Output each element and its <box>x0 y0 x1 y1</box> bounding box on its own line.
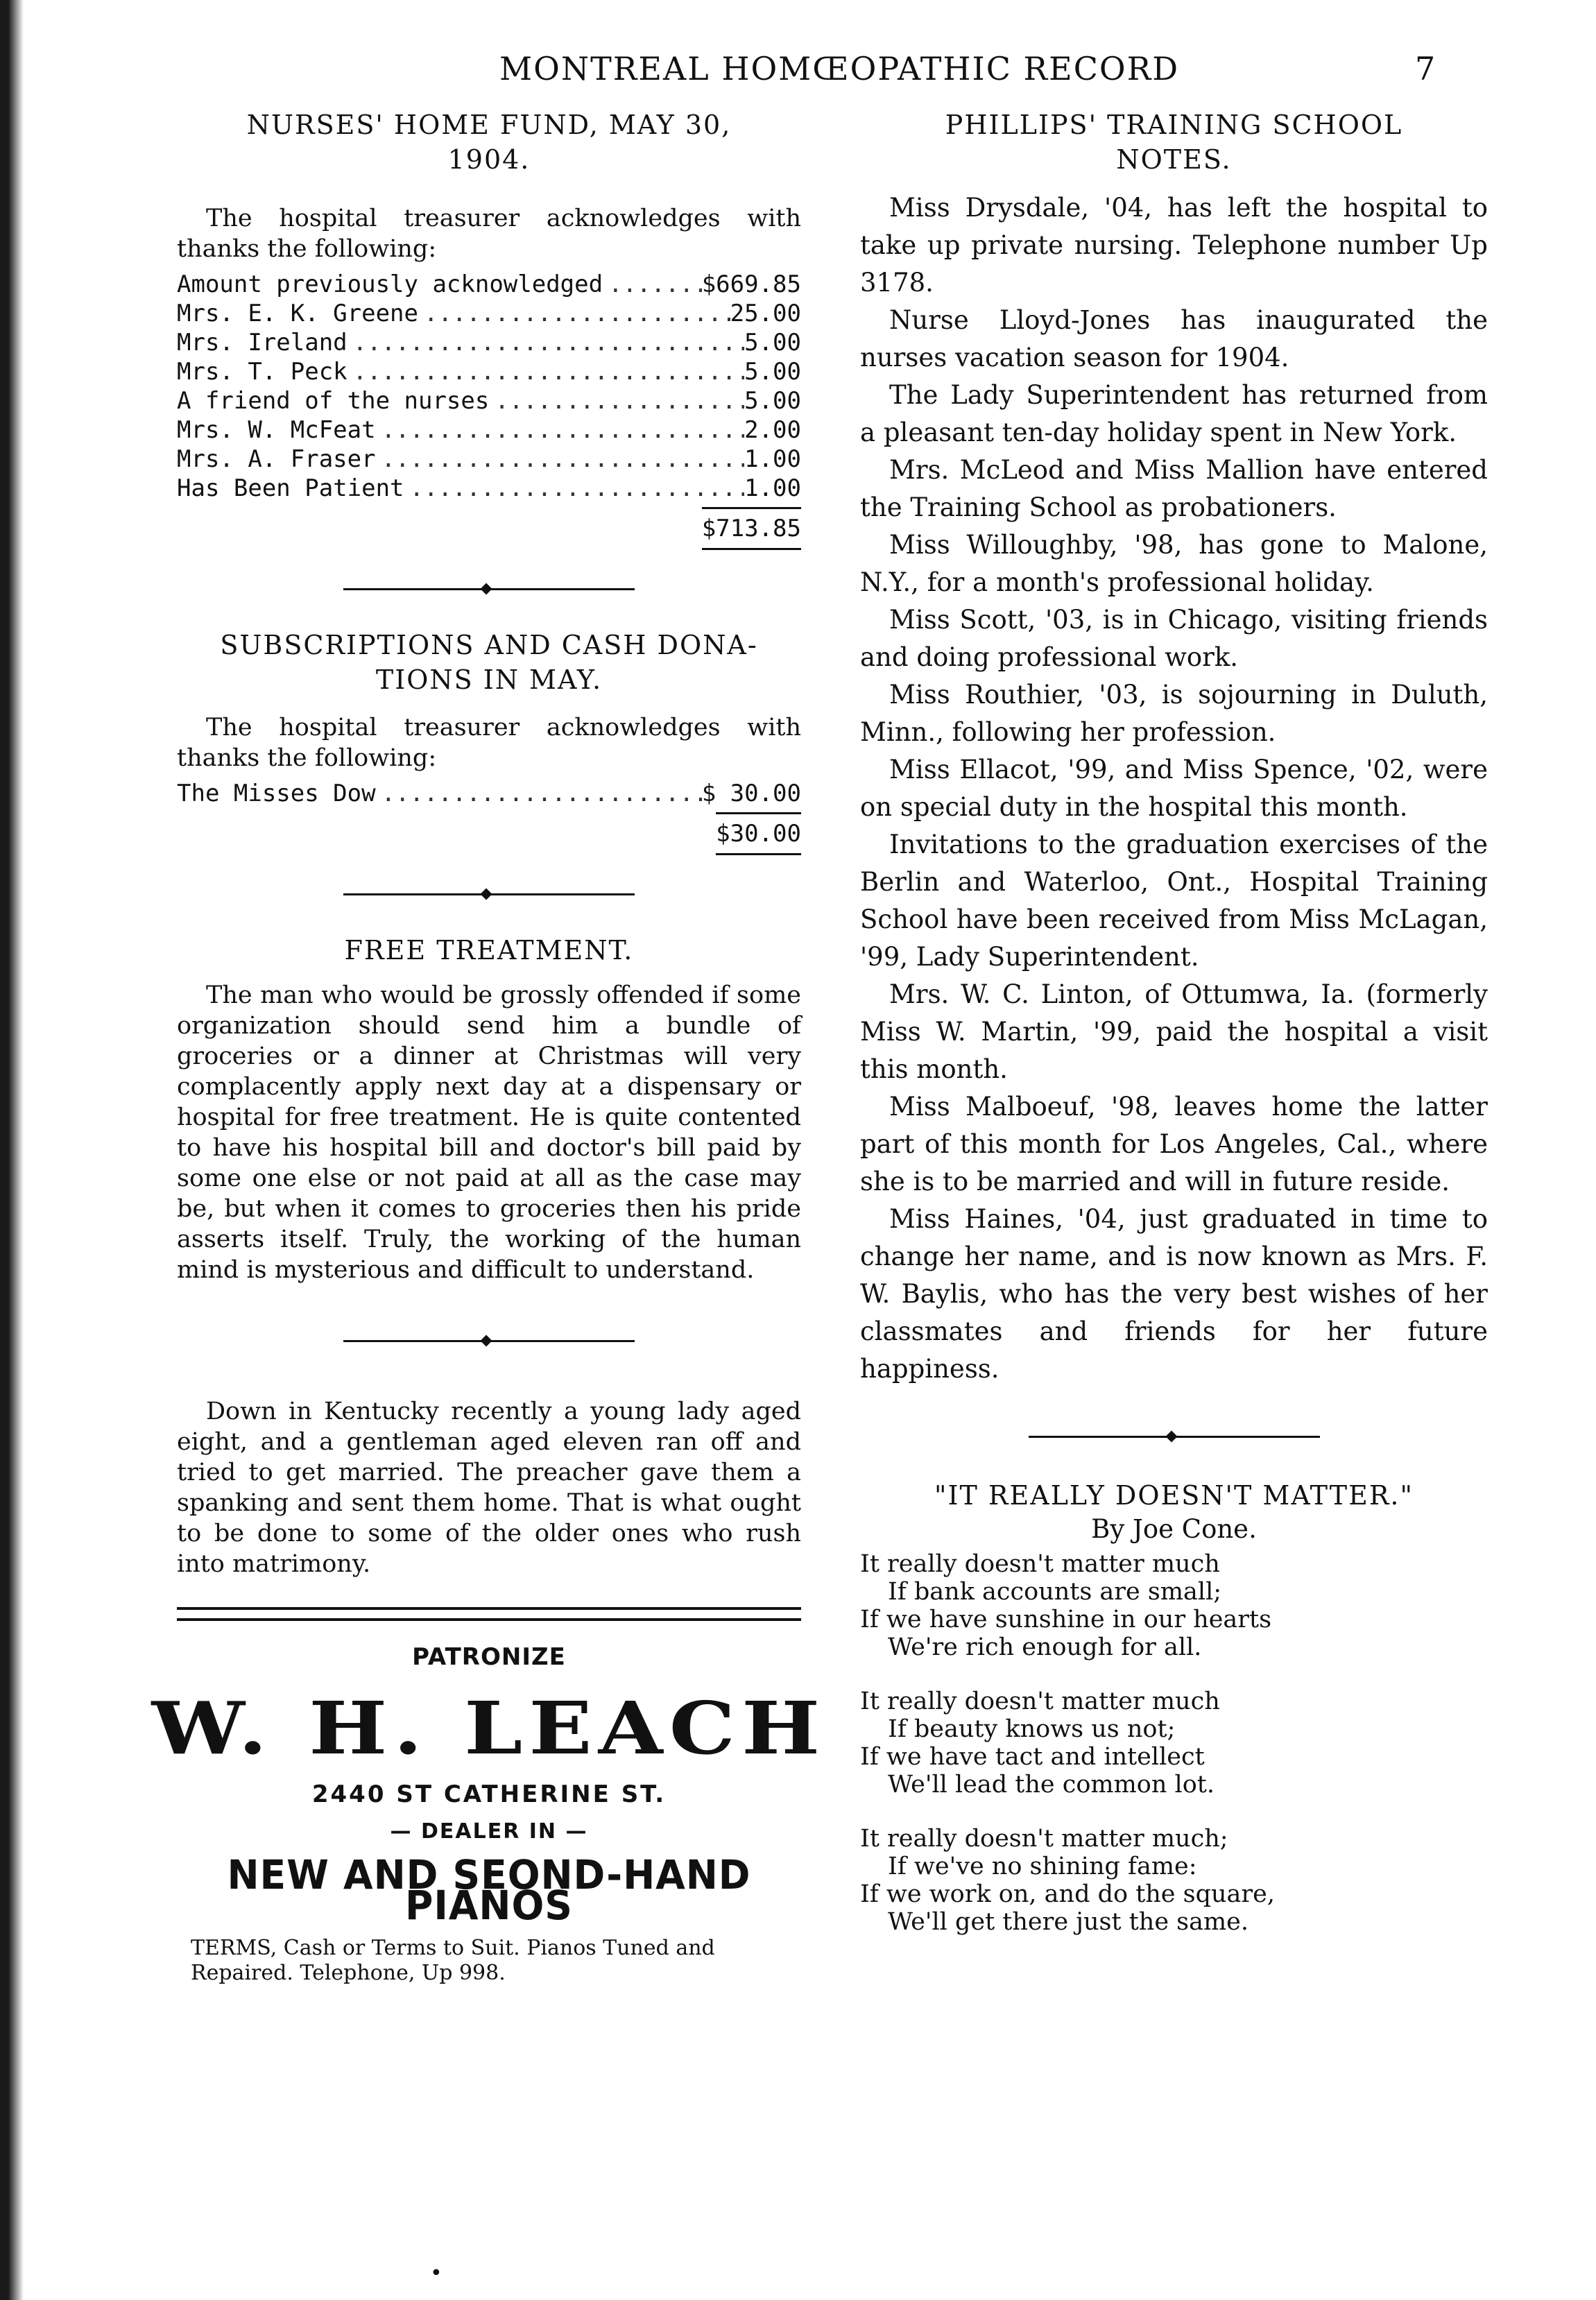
ledger-amount: 1.00 <box>744 445 801 473</box>
kentucky-body: Down in Kentucky recently a young lady aged eight, and a gentleman aged eleven ran off and tried to get married. The preacher gave them a spanking and sent them home. That is what ought to be done to some of the older ones who rush into matrimony. <box>177 1398 801 1578</box>
ledger-name: Has Been Patient <box>177 474 404 502</box>
subscriptions-section <box>177 628 801 855</box>
poem-line: If bank accounts are small; <box>888 1578 1222 1606</box>
nurses-fund-heading-1: NURSES' HOME FUND, MAY 30, <box>246 110 732 140</box>
ledger-row <box>177 445 801 474</box>
phillips-note: The Lady Superintendent has returned from a pleasant ten-day holiday spent in New York. <box>860 380 1488 447</box>
ledger-name: Mrs. A. Fraser <box>177 445 376 473</box>
poem-line: It really doesn't matter much <box>860 1550 1220 1578</box>
ad-dealer: — DEALER IN — <box>390 1819 588 1844</box>
section-divider <box>343 575 635 603</box>
free-treatment-body: The man who would be grossly offended if some organization should send him a bundle of groceries or a dinner at Christmas will very complacently apply next day at a dispensary or hospital for free treatment. He is quite contented to have his hospital bill and doctor's bill paid by some one else or not paid at all as the case may be, but when it comes to groceries then his pride asserts itself. Truly, the working of the human mind is mysterious and difficult to understand. <box>177 981 801 1284</box>
ledger-row <box>177 779 801 808</box>
ad-terms: TERMS, Cash or Terms to Suit. Pianos Tuned and Repaired. Telephone, Up 998. <box>191 1936 715 1985</box>
ledger-amount: 2.00 <box>744 416 801 444</box>
ledger-row <box>177 474 801 503</box>
subscriptions-heading-1: SUBSCRIPTIONS AND CASH DONA- <box>220 630 758 660</box>
nurses-fund-ledger <box>177 270 801 503</box>
poem-stanza <box>860 1688 1488 1799</box>
right-column <box>860 108 1488 1936</box>
free-treatment-section <box>177 933 801 1285</box>
footer-mark: • <box>430 2261 443 2285</box>
nurses-fund-intro: The hospital treasurer acknowledges with thanks the following: <box>177 205 801 263</box>
phillips-note: Invitations to the graduation exercises of the Berlin and Waterloo, Ont., Hospital Training School have been received from Miss McLagan, '99, Lady Superintendent. <box>860 830 1488 972</box>
subscriptions-total: $30.00 <box>716 812 801 855</box>
scan-edge <box>0 0 24 2300</box>
nurses-fund-total: $713.85 <box>702 507 801 550</box>
page-number: 7 <box>1415 50 1436 87</box>
ad-address: 2440 ST CATHERINE ST. <box>311 1780 667 1808</box>
ledger-row <box>177 386 801 415</box>
ledger-name: Mrs. E. K. Greene <box>177 300 418 327</box>
ledger-amount: 1.00 <box>744 474 801 502</box>
kentucky-section <box>177 1396 801 1579</box>
ledger-amount: 25.00 <box>730 300 801 327</box>
ledger-amount: 5.00 <box>744 329 801 357</box>
journal-title: MONTREAL HOMŒOPATHIC RECORD <box>499 50 1180 87</box>
ledger-name: Mrs. T. Peck <box>177 358 347 386</box>
ledger-name: Mrs. Ireland <box>177 329 347 357</box>
section-divider <box>343 880 635 908</box>
poem-line: If we've no shining fame: <box>888 1853 1197 1880</box>
phillips-note: Mrs. McLeod and Miss Mallion have entered the Training School as probationers. <box>860 455 1488 522</box>
ledger-amount: 5.00 <box>744 387 801 415</box>
section-divider <box>343 1327 635 1355</box>
ledger-name: The Misses Dow <box>177 780 376 807</box>
ledger-name: Amount previously acknowledged <box>177 271 603 298</box>
poem-byline: By Joe Cone. <box>1091 1514 1257 1544</box>
subscriptions-heading-2: TIONS IN MAY. <box>375 664 603 695</box>
phillips-note: Mrs. W. C. Linton, of Ottumwa, Ia. (formerly Miss W. Martin, '99, paid the hospital a visit this month. <box>860 979 1488 1084</box>
phillips-note: Miss Willoughby, '98, has gone to Malone, N.Y., for a month's professional holiday. <box>860 530 1488 597</box>
phillips-heading-1: PHILLIPS' TRAINING SCHOOL <box>945 110 1403 140</box>
ledger-row <box>177 270 801 299</box>
poem-line: We're rich enough for all. <box>888 1633 1202 1661</box>
phillips-section <box>860 108 1488 1388</box>
poem-stanza <box>860 1825 1488 1936</box>
ledger-row <box>177 328 801 357</box>
nurses-fund-heading-2: 1904. <box>447 144 531 175</box>
ad-patronize: PATRONIZE <box>412 1643 566 1671</box>
phillips-note: Miss Drysdale, '04, has left the hospital to take up private nursing. Telephone number Up 3178. <box>860 193 1488 298</box>
phillips-note: Miss Routhier, '03, is sojourning in Duluth, Minn., following her profession. <box>860 680 1488 747</box>
poem <box>860 1478 1488 1936</box>
poem-line: If we work on, and do the square, <box>860 1880 1275 1908</box>
phillips-note: Miss Malboeuf, '98, leaves home the latter part of this month for Los Angeles, Cal., where she is to be married and will in future reside. <box>860 1092 1488 1196</box>
poem-line: It really doesn't matter much <box>860 1688 1220 1715</box>
ledger-row <box>177 357 801 386</box>
ledger-row <box>177 299 801 328</box>
nurses-fund-section <box>177 108 801 550</box>
ledger-name: Mrs. W. McFeat <box>177 416 376 444</box>
ad-brand: W. H. LEACH <box>151 1685 827 1771</box>
ledger-name: A friend of the nurses <box>177 387 490 415</box>
double-rule <box>177 1607 801 1621</box>
phillips-note: Miss Scott, '03, is in Chicago, visiting friends and doing professional work. <box>860 605 1488 672</box>
subscriptions-ledger <box>177 779 801 808</box>
poem-line: If we have tact and intellect <box>860 1743 1205 1771</box>
advertisement <box>151 1642 827 1986</box>
poem-line: We'll get there just the same. <box>888 1908 1249 1936</box>
subscriptions-intro: The hospital treasurer acknowledges with thanks the following: <box>177 714 801 772</box>
ledger-amount: 5.00 <box>744 358 801 386</box>
section-divider <box>1029 1423 1320 1450</box>
phillips-note: Nurse Lloyd-Jones has inaugurated the nurses vacation season for 1904. <box>860 305 1488 372</box>
poem-line: It really doesn't matter much; <box>860 1825 1228 1853</box>
page-header <box>0 50 1596 98</box>
poem-stanza <box>860 1550 1488 1661</box>
ad-product: NEW AND SEOND-HAND PIANOS <box>227 1851 751 1929</box>
free-treatment-heading: FREE TREATMENT. <box>344 935 634 966</box>
phillips-note: Miss Ellacot, '99, and Miss Spence, '02, were on special duty in the hospital this month. <box>860 755 1488 822</box>
ledger-amount: $669.85 <box>701 271 801 298</box>
poem-line: If beauty knows us not; <box>888 1715 1176 1743</box>
poem-title: "IT REALLY DOESN'T MATTER." <box>934 1480 1414 1511</box>
poem-line: We'll lead the common lot. <box>888 1771 1215 1799</box>
ledger-amount: $ 30.00 <box>701 780 801 807</box>
phillips-note: Miss Haines, '04, just graduated in time to change her name, and is now known as Mrs. F. W. Baylis, who has the very best wishes of her classmates and friends for her future happiness. <box>860 1204 1488 1384</box>
ledger-row <box>177 415 801 445</box>
phillips-heading-2: NOTES. <box>1116 144 1232 175</box>
poem-line: If we have sunshine in our hearts <box>860 1606 1272 1633</box>
left-column <box>151 108 827 1986</box>
